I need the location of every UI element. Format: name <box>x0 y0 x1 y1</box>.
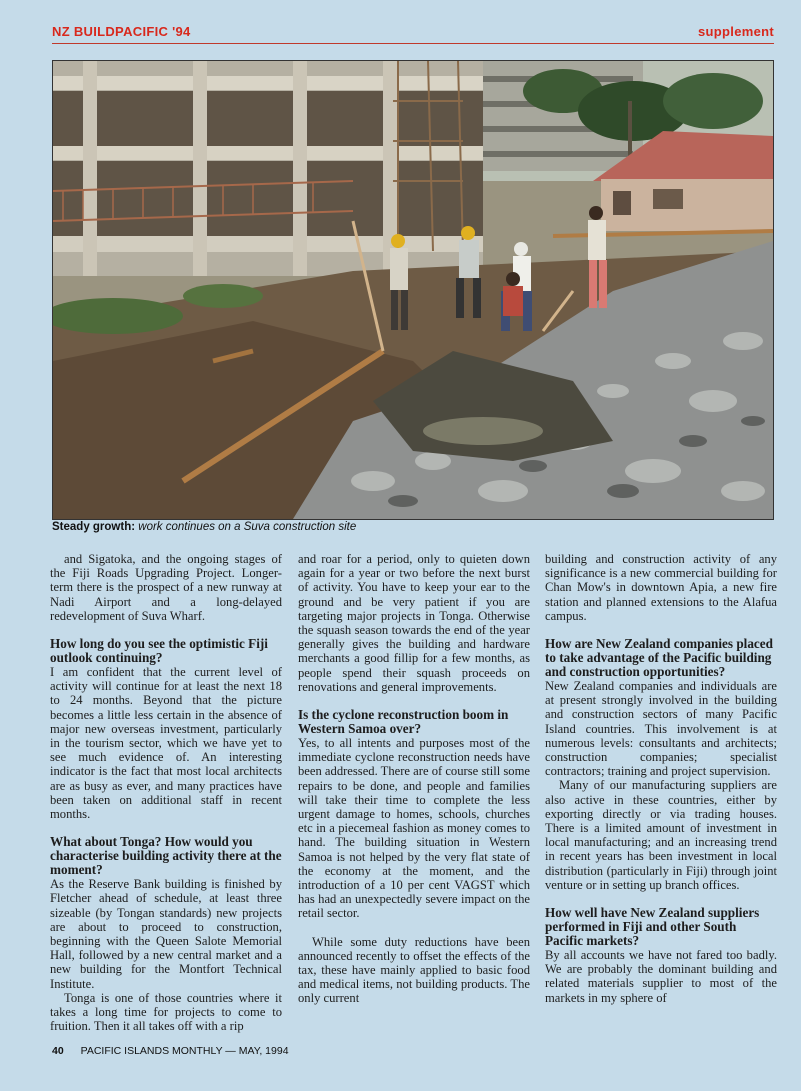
paragraph: building and construction activity of any significance is a new commercial building for Chan Mow's in downtown Apia, a new fire station and planned extensions to the Alafua campus. <box>545 552 777 623</box>
page-footer <box>52 1045 289 1057</box>
header-rule <box>52 43 774 44</box>
paragraph: Tonga is one of those countries where it takes a long time for projects to come to fruition. Then it all takes off with a rip <box>50 990 282 1034</box>
caption-text: work continues on a Suva construction site <box>138 521 357 533</box>
paragraph: New Zealand companies and individuals are at present strongly involved in the building and construction sectors of many Pacific Island countries. This involvement is at numerous levels: consultants and architects; construction companies; specialist contractors; training and project supervision. <box>545 679 777 779</box>
article-column-2 <box>298 552 530 1006</box>
footer-publication: PACIFIC ISLANDS MONTHLY — MAY, 1994 <box>80 1045 289 1057</box>
question-heading: How well have New Zealand suppliers performed in Fiji and other South Pacific markets? <box>545 905 760 949</box>
article-column-1 <box>50 552 282 1033</box>
caption-lead: Steady growth: <box>52 521 136 533</box>
header-supplement-label: supplement <box>698 24 774 39</box>
paragraph: As the Reserve Bank building is finished by Fletcher ahead of schedule, at least three sizeable (by Tongan standards) new projects are about to proceed to construction, beginning with the Queen Salote Memorial Hall, followed by a new central market and a new building for the Montfort Technical Institute. <box>50 877 282 991</box>
question-heading: How are New Zealand companies placed to take advantage of the Pacific building and construction opportunities? <box>545 636 773 680</box>
question-heading: What about Tonga? How would you characterise building activity there at the moment? <box>50 834 282 878</box>
paragraph: Yes, to all intents and purposes most of the immediate cyclone reconstruction needs have been addressed. There are of course still some repairs to be done, and people and families will take their time to complete the less urgent damage to homes, schools, churches etc in a piecemeal fashion as money comes to hand. The building situation in Western Samoa is not helped by the very flat state of the economy at the moment, and the introduction of a 10 per cent VAGST which has had an unexpectedly severe impact on the retail sector. <box>298 736 530 921</box>
question-heading: How long do you see the optimistic Fiji outlook continuing? <box>50 636 268 666</box>
paragraph: By all accounts we have not fared too badly. We are probably the dominant building and related materials supplier to most of the markets in my sphere of <box>545 948 777 1005</box>
page-number: 40 <box>52 1045 64 1057</box>
question-heading: Is the cyclone reconstruction boom in Western Samoa over? <box>298 707 509 737</box>
construction-site-photo <box>52 60 774 520</box>
paragraph: I am confident that the current level of activity will continue for at least the next 18 to 24 months. Beyond that the picture becomes a little less certain in the absence of major new overseas investment, particularly in the tourism sector, which we have yet to see much evidence of. An interesting indicator is the fact that most local architects are as busy as ever, and many practices have been taken on additional staff in recent months. <box>50 665 282 822</box>
paragraph: and roar for a period, only to quieten down again for a year or two before the next burst of activity. You have to keep your ear to the ground and be very patient if you are targeting major projects in Tonga. Otherwise the squash season towards the end of the year generally gives the building and hardware merchants a good fillip for a few months, as people spend their squash proceeds on renovations and general improvements. <box>298 552 530 694</box>
article-column-3 <box>545 552 777 1005</box>
header-title: NZ BUILDPACIFIC '94 <box>52 24 191 39</box>
running-header <box>52 24 774 44</box>
paragraph: While some duty reductions have been announced recently to offset the effects of the tax, these have mainly applied to basic food and medical items, not building products. The only current <box>298 934 530 1006</box>
paragraph: Many of our manufacturing suppliers are also active in these countries, either by exporting directly or via trading houses. There is a limited amount of investment in local manufacturing; and an increasing trend in recent years has been investment in local distribution (particularly in Fiji) through joint venture or in setting up branch offices. <box>545 778 777 892</box>
paragraph: and Sigatoka, and the ongoing stages of the Fiji Roads Upgrading Project. Longer-term there is the prospect of a new runway at Nadi Airport and a long-delayed redevelopment of Suva Wharf. <box>50 552 282 623</box>
photo-caption <box>52 521 772 533</box>
